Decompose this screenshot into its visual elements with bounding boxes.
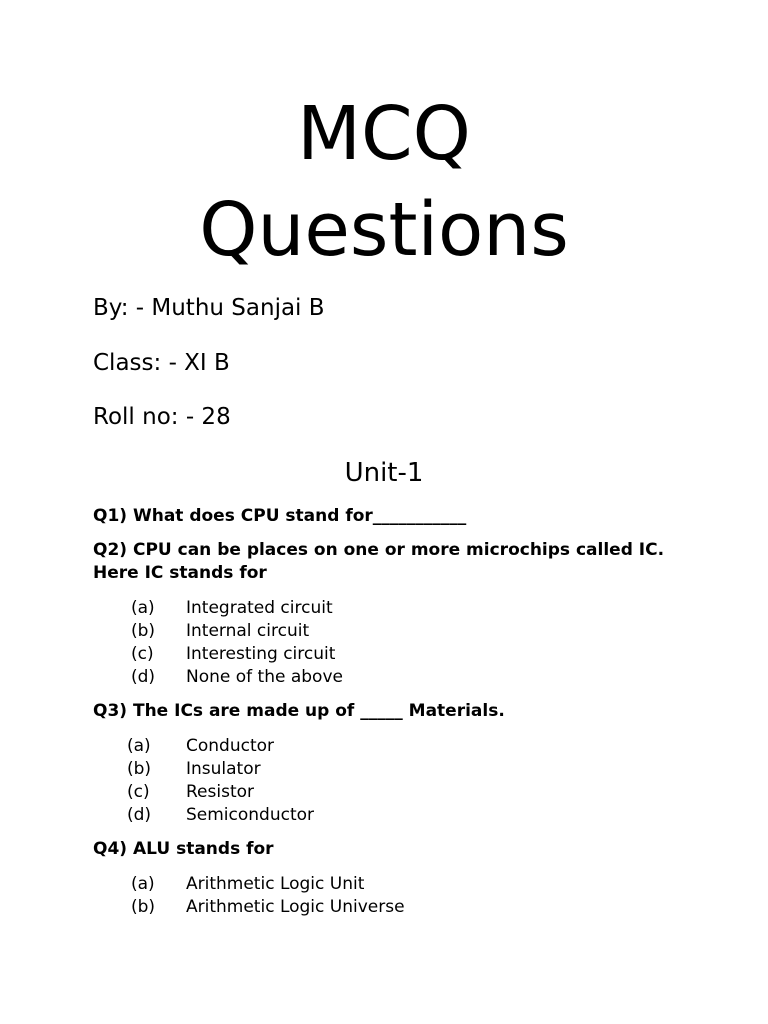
option-item (0, 758, 768, 781)
title-line-1: MCQ (297, 91, 471, 177)
option-item (0, 735, 768, 758)
question-2: Q2) CPU can be places on one or more microchips called IC. Here IC stands for (93, 540, 665, 583)
option-text: Integrated circuit (186, 598, 333, 618)
option-item (0, 804, 768, 827)
option-text: None of the above (186, 667, 343, 687)
question-4: Q4) ALU stands for (93, 839, 274, 859)
option-label: (b) (131, 621, 156, 641)
option-label: (a) (131, 598, 155, 618)
option-item (0, 666, 768, 689)
author-line: By: - Muthu Sanjai B (93, 295, 325, 321)
option-text: Insulator (186, 759, 261, 779)
option-text: Conductor (186, 736, 275, 756)
question-3: Q3) The ICs are made up of _____ Materials. (93, 701, 505, 721)
class-line: Class: - XI B (93, 350, 230, 376)
question-1: Q1) What does CPU stand for___________ (93, 506, 467, 526)
roll-number-line: Roll no: - 28 (93, 404, 231, 430)
option-item (0, 620, 768, 643)
option-label: (a) (127, 736, 151, 756)
option-label: (d) (127, 805, 152, 825)
option-text: Interesting circuit (186, 644, 336, 664)
option-item (0, 597, 768, 620)
option-text: Resistor (186, 782, 254, 802)
option-item (0, 781, 768, 804)
question-4-options (0, 873, 768, 919)
option-text: Arithmetic Logic Universe (186, 897, 405, 917)
option-label: (c) (127, 782, 150, 802)
document-title (0, 86, 768, 278)
option-text: Semiconductor (186, 805, 315, 825)
option-label: (d) (131, 667, 156, 687)
option-item (0, 643, 768, 666)
option-text: Internal circuit (186, 621, 310, 641)
option-label: (c) (131, 644, 154, 664)
option-text: Arithmetic Logic Unit (186, 874, 365, 894)
option-label: (b) (131, 897, 156, 917)
unit-heading: Unit-1 (344, 458, 424, 488)
question-3-options (0, 735, 768, 827)
question-2-options (0, 597, 768, 689)
option-label: (b) (127, 759, 152, 779)
title-line-2: Questions (199, 187, 569, 273)
option-item (0, 873, 768, 896)
option-item (0, 896, 768, 919)
option-label: (a) (131, 874, 155, 894)
